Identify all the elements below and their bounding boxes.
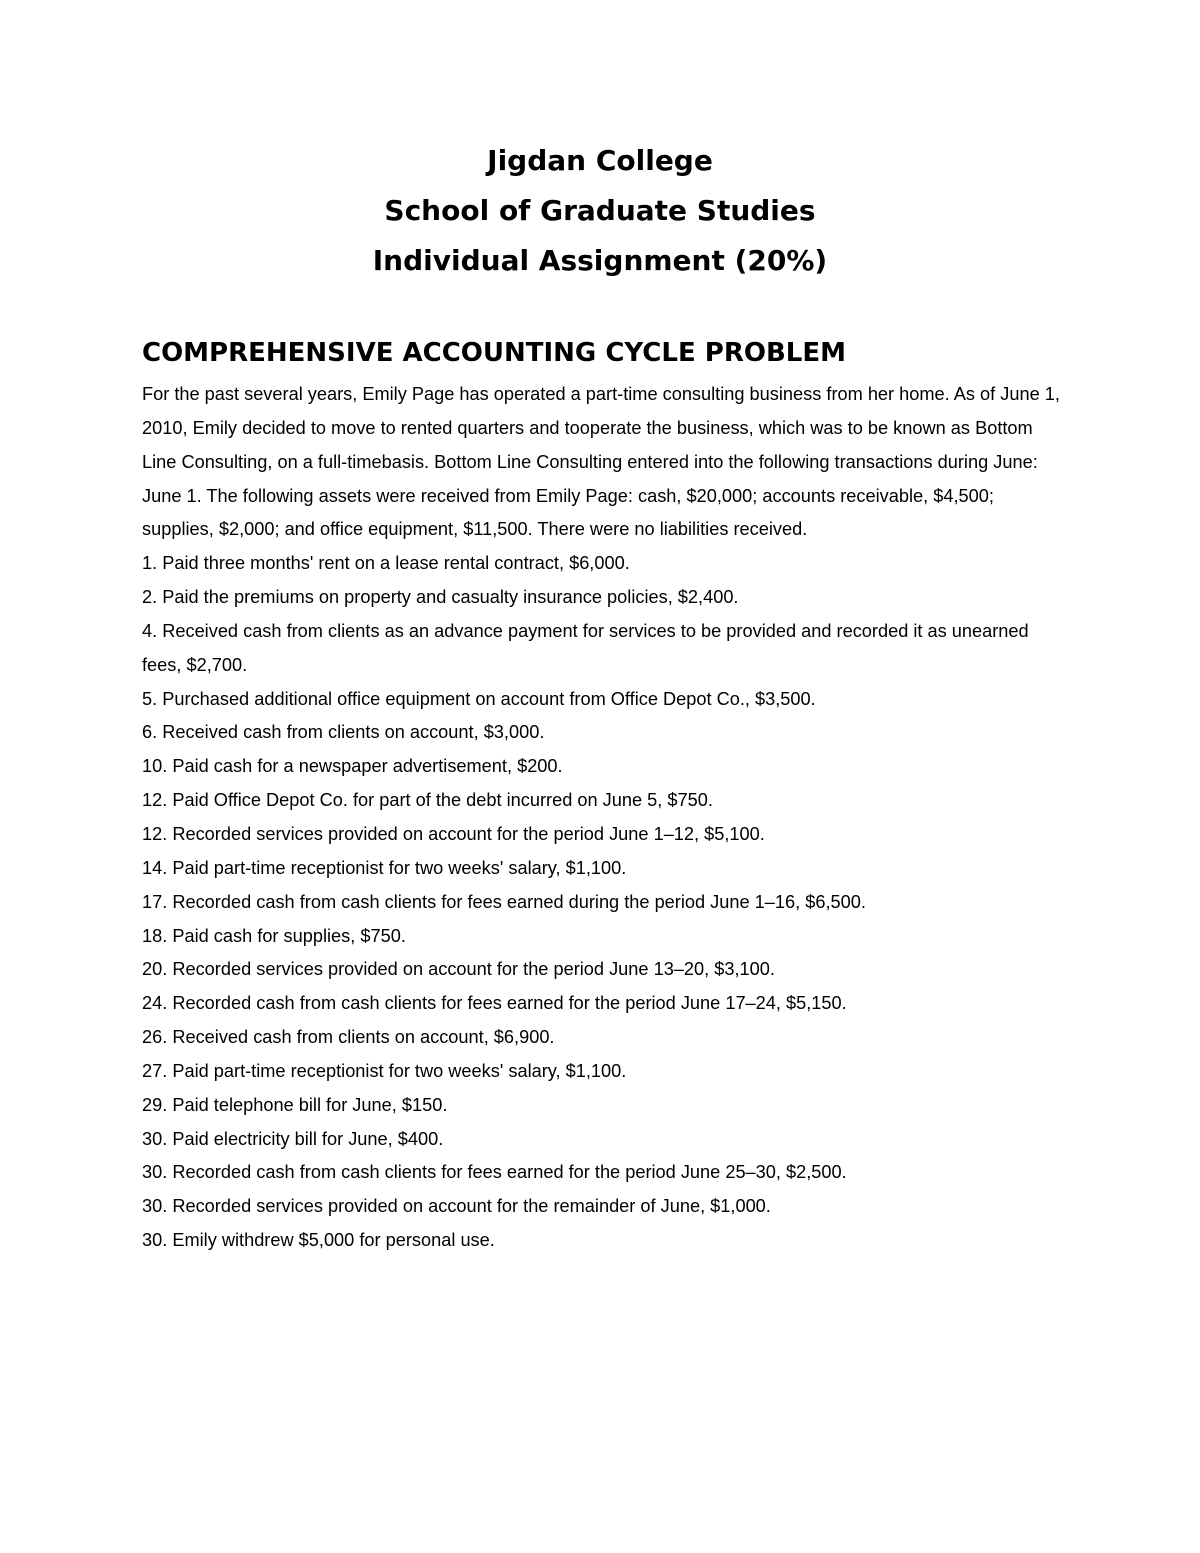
- transaction-item: 1. Paid three months' rent on a lease rental contract, $6,000.: [142, 553, 630, 574]
- transaction-item: 30. Paid electricity bill for June, $400.: [142, 1128, 444, 1149]
- transaction-item: 20. Recorded services provided on account for the period June 13–20, $3,100.: [142, 959, 775, 980]
- transaction-item: 5. Purchased additional office equipment on account from Office Depot Co., $3,500.: [142, 688, 816, 709]
- section-heading: COMPREHENSIVE ACCOUNTING CYCLE PROBLEM: [142, 338, 846, 368]
- transaction-item: 12. Recorded services provided on account for the period June 1–12, $5,100.: [142, 823, 765, 844]
- document-header: [0, 136, 1200, 286]
- transaction-item: 14. Paid part-time receptionist for two weeks' salary, $1,100.: [142, 857, 627, 878]
- problem-body: [142, 378, 1062, 1258]
- transaction-item: 6. Received cash from clients on account, $3,000.: [142, 722, 545, 743]
- transaction-item: 12. Paid Office Depot Co. for part of the debt incurred on June 5, $750.: [142, 790, 713, 811]
- transaction-item: 4. Received cash from clients as an advance payment for services to be provided and recorded it as unearned fees, $2,700.: [142, 620, 1029, 675]
- transaction-item: 30. Recorded services provided on account for the remainder of June, $1,000.: [142, 1196, 771, 1217]
- transaction-item: 2. Paid the premiums on property and casualty insurance policies, $2,400.: [142, 587, 739, 608]
- transaction-item: 30. Recorded cash from cash clients for fees earned for the period June 25–30, $2,500.: [142, 1162, 847, 1183]
- transaction-item: 24. Recorded cash from cash clients for fees earned for the period June 17–24, $5,150.: [142, 993, 847, 1014]
- transaction-item: 17. Recorded cash from cash clients for fees earned during the period June 1–16, $6,500.: [142, 891, 866, 912]
- june-1-paragraph: June 1. The following assets were received from Emily Page: cash, $20,000; accounts receivable, $4,500; supplies, $2,000; and office equipment, $11,500. There were no liabilities received.: [142, 485, 994, 540]
- school-title: School of Graduate Studies: [384, 194, 816, 227]
- intro-paragraph: For the past several years, Emily Page has operated a part-time consulting business from her home. As of June 1, 2010, Emily decided to move to rented quarters and tooperate the business, which was to be known as Bottom Line Consulting, on a full-timebasis. Bottom Line Consulting entered into the following transactions during June:: [142, 384, 1060, 472]
- assignment-title: Individual Assignment (20%): [372, 244, 828, 277]
- transaction-item: 10. Paid cash for a newspaper advertisement, $200.: [142, 756, 563, 777]
- transaction-item: 27. Paid part-time receptionist for two weeks' salary, $1,100.: [142, 1060, 627, 1081]
- transaction-item: 29. Paid telephone bill for June, $150.: [142, 1094, 448, 1115]
- institution-title: Jigdan College: [487, 144, 713, 177]
- transaction-item: 18. Paid cash for supplies, $750.: [142, 925, 406, 946]
- transaction-item: 30. Emily withdrew $5,000 for personal use.: [142, 1230, 495, 1251]
- transaction-item: 26. Received cash from clients on account, $6,900.: [142, 1027, 555, 1048]
